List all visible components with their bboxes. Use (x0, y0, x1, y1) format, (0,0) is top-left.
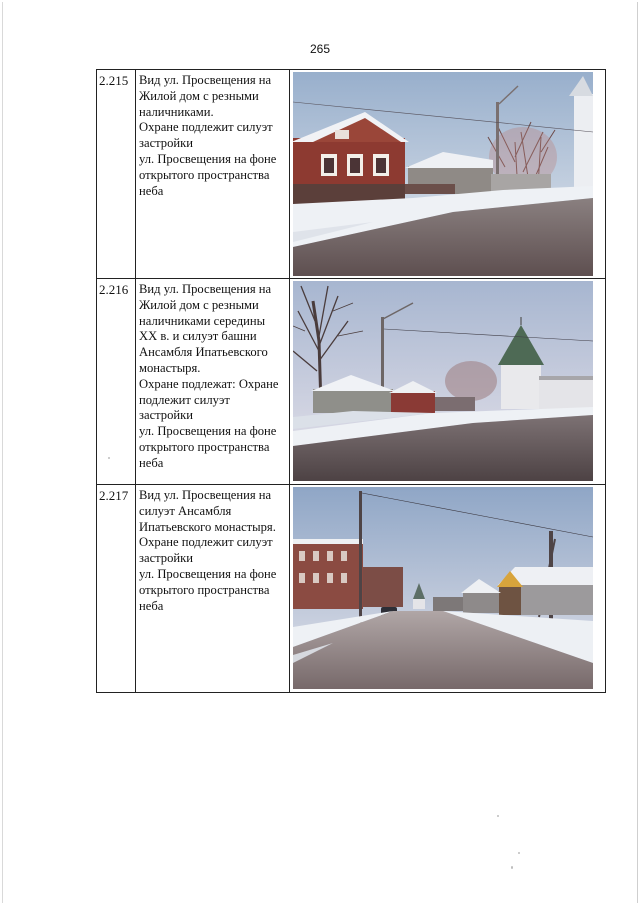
entry-number: 2.215 (97, 70, 136, 279)
description-line: неба (139, 598, 164, 613)
table-row (97, 485, 606, 693)
photo-winter-street-with-monastery-tower (293, 281, 593, 481)
description-line: открытого пространства (139, 582, 270, 597)
description-line: ул. Просвещения на фоне (139, 151, 277, 166)
table-row (97, 70, 606, 279)
description-line: наличниками середины (139, 313, 266, 328)
scan-speck (108, 457, 110, 459)
entry-photo-cell (290, 485, 606, 693)
description-line: открытого пространства (139, 439, 270, 454)
description-line: застройки (139, 551, 194, 566)
description-line: застройки (139, 136, 194, 151)
photo-winter-street-with-carved-wooden-house (293, 72, 593, 276)
entry-number: 2.217 (97, 485, 136, 693)
description-line: монастыря. (139, 360, 201, 375)
entry-photo-cell (290, 279, 606, 485)
description-line: Вид ул. Просвещения на (139, 73, 272, 87)
description-line: неба (139, 455, 164, 470)
description-line: ул. Просвещения на фоне (139, 424, 277, 439)
description-line: Охране подлежит силуэт (139, 120, 273, 135)
description-line: ул. Просвещения на фоне (139, 566, 277, 581)
description-line: силуэт Ансамбля (139, 503, 232, 518)
entry-photo-cell (290, 70, 606, 279)
scan-speck (518, 852, 520, 854)
entry-description (136, 279, 290, 485)
scan-speck (511, 866, 513, 869)
entry-description (136, 485, 290, 693)
description-line: Жилой дом с резными (139, 88, 259, 103)
scan-speck (497, 815, 499, 817)
description-line: Охране подлежит силуэт (139, 535, 273, 550)
description-line: XX в. и силуэт башни (139, 329, 257, 344)
photo-snowy-street-perspective (293, 487, 593, 689)
description-line: Ипатьевского монастыря. (139, 519, 276, 534)
entry-description (136, 70, 290, 279)
entries-table (96, 69, 606, 693)
description-line: неба (139, 183, 164, 198)
description-line: Вид ул. Просвещения на (139, 282, 272, 296)
page-number: 265 (309, 42, 331, 56)
description-line: Охране подлежат: Охране (139, 376, 279, 391)
description-line: подлежит силуэт (139, 392, 230, 407)
description-line: Ансамбля Ипатьевского (139, 345, 268, 360)
entry-number: 2.216 (97, 279, 136, 485)
description-line: наличниками. (139, 104, 214, 119)
description-line: Жилой дом с резными (139, 297, 259, 312)
description-line: открытого пространства (139, 167, 270, 182)
description-line: Вид ул. Просвещения на (139, 488, 272, 502)
description-line: застройки (139, 408, 194, 423)
table-row (97, 279, 606, 485)
